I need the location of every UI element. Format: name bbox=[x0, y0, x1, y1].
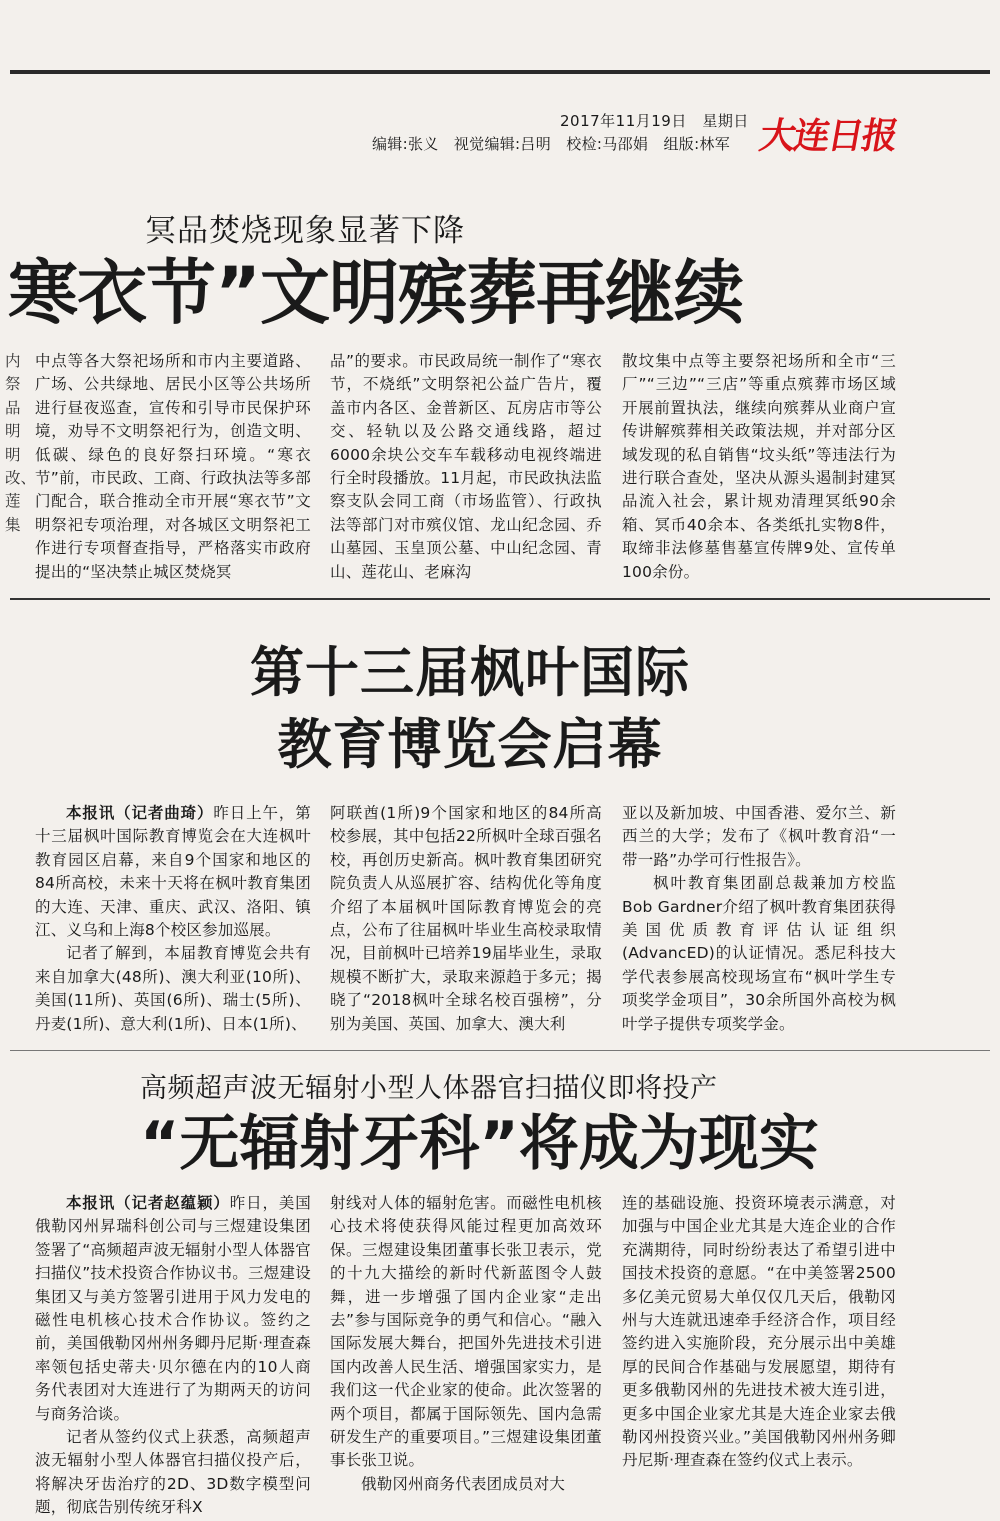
newspaper-logo: 大连日报 bbox=[756, 115, 900, 157]
article2-paragraph-1: 昨日上午，第十三届枫叶国际教育博览会在大连枫叶教育园区启幕，来自9个国家和地区的84所高校，未来十天将在枫叶教育集团的大连、天津、重庆、武汉、洛阳、镇江、义乌和上海8个校区参加巡展。 bbox=[35, 804, 311, 940]
article3-paragraph-4: 俄勒冈州商务代表团成员对大 bbox=[361, 1474, 566, 1493]
issue-date: 2017年11月19日 星期日 bbox=[560, 112, 749, 130]
article2-paragraph-3: 亚以及新加坡、中国香港、爱尔兰、新西兰的大学；发布了《枫叶教育沿“一带一路”办学可行性报告》。 bbox=[622, 804, 896, 869]
article3-column-3: 连的基础设施、投资环境表示满意，对加强与中国企业尤其是大连企业的合作充满期待，同时纷纷表达了希望引进中国技术投资的意愿。“在中美签署2500多亿美元贸易大单仅仅几天后，俄勒冈州与大连就迅速牵手经济合作，项目经签约进入实施阶段，充分展示出中美雄厚的民间合作基础与发展愿望，期待有更多俄勒冈州的先进技术被大连引进，更多中国企业家尤其是大连企业家去俄勒冈州投资兴业。”美国俄勒冈州州务卿丹尼斯·理查森在签约仪式上表示。 bbox=[622, 1194, 896, 1470]
article2-column-3 bbox=[622, 802, 896, 1036]
article1-column-1: 中点等各大祭祀场所和市内主要道路、广场、公共绿地、居民小区等公共场所进行昼夜巡查，宣传和引导市民保护环境，劝导不文明祭祀行为，创造文明、低碳、绿色的良好祭扫环境。“寒衣节”前，市民政、工商、行政执法等多部门配合，联合推动全市开展“寒衣节”文明祭祀专项治理，对各城区文明祭祀工作进行专项督查指导，严格落实市政府提出的“坚决禁止城区焚烧冥 bbox=[35, 352, 311, 581]
section-divider bbox=[10, 598, 990, 600]
article2-title-line2: 教育博览会启幕 bbox=[277, 713, 663, 776]
editor-credits: 编辑:张义 视觉编辑:吕明 校检:马邵娟 组版:林军 bbox=[372, 135, 731, 153]
article2-paragraph-2: 记者了解到，本届教育博览会共有来自加拿大(48所)、澳大利亚(10所)、美国(11所)、英国(6所)、瑞士(5所)、丹麦(1所)、意大利(1所)、日本(1所)、 bbox=[35, 944, 311, 1033]
article3-subtitle: 高频超声波无辐射小型人体器官扫描仪即将投产 bbox=[140, 1073, 718, 1104]
header-rule bbox=[10, 70, 990, 74]
article1-title: 寒衣节”文明殡葬再继续 bbox=[8, 252, 744, 334]
article3-byline: 本报讯（记者赵蕴颖） bbox=[66, 1194, 230, 1212]
article2-paragraph-4: 枫叶教育集团副总裁兼加方校监Bob Gardner介绍了枫叶教育集团获得美国优质教育评估认证组织(AdvancED)的认证情况。悉尼科技大学代表参展高校现场宣布“枫叶学生专项奖学金项目”，30余所国外高校为枫叶学子提供专项奖学金。 bbox=[622, 874, 896, 1033]
article1-column-3: 散坟集中点等主要祭祀场所和全市“三厂”“三边”“三店”等重点殡葬市场区域开展前置执法，继续向殡葬从业商户宣传讲解殡葬相关政策法规，并对部分区域发现的私自销售“坟头纸”等违法行为进行联合查处，坚决从源头遏制封建冥品流入社会，累计规劝清理冥纸90余箱、冥币40余本、各类纸扎实物8件，取缔非法修墓售墓宣传牌9处、宣传单100余份。 bbox=[622, 352, 896, 581]
article3-paragraph-1: 昨日，美国俄勒冈州昇瑞科创公司与三煜建设集团签署了“高频超声波无辐射小型人体器官扫描仪”技术投资合作协议书。三煜建设集团又与美方签署引进用于风力发电的磁性电机核心技术合作协议。签约之前，美国俄勒冈州州务卿丹尼斯·理查森率领包括史蒂夫·贝尔德在内的10人商务代表团对大连进行了为期两天的访问与商务洽谈。 bbox=[35, 1194, 311, 1423]
article1-left-fragment: 内祭品明明改、莲集 bbox=[5, 352, 37, 534]
article2-byline: 本报讯（记者曲琦） bbox=[66, 804, 214, 822]
section-divider bbox=[10, 1050, 990, 1051]
article3-paragraph-3: 射线对人体的辐射危害。而磁性电机核心技术将使获得风能过程更加高效环保。三煜建设集团董事长张卫表示，党的十九大描绘的新时代新蓝图令人鼓舞，进一步增强了国内企业家“走出去”参与国际竞争的勇气和信心。“融入国际发展大舞台，把国外先进技术引进国内改善人民生活、增强国家实力，是我们这一代企业家的使命。此次签署的两个项目，都属于国际领先、国内急需研发生产的重要项目。”三煜建设集团董事长张卫说。 bbox=[330, 1194, 602, 1470]
article2-column-1 bbox=[35, 802, 311, 1036]
article3-title: “无辐射牙科”将成为现实 bbox=[140, 1109, 819, 1179]
article3-paragraph-2: 记者从签约仪式上获悉，高频超声波无辐射小型人体器官扫描仪投产后，将解决牙齿治疗的2D、3D数字模型问题，彻底告别传统牙科X bbox=[35, 1428, 311, 1517]
article1-column-2: 品”的要求。市民政局统一制作了“寒衣节，不烧纸”文明祭祀公益广告片，覆盖市内各区、金普新区、瓦房店市等公交、轻轨以及公路交通线路，超过6000余块公交车车载移动电视终端进行全时段播放。11月起，市民政执法监察支队会同工商（市场监管）、行政执法等部门对市殡仪馆、龙山纪念园、乔山墓园、玉皇顶公墓、中山纪念园、青山、莲花山、老麻沟 bbox=[330, 352, 602, 581]
article1-subtitle: 冥品焚烧现象显著下降 bbox=[145, 213, 465, 249]
article3-column-1 bbox=[35, 1192, 311, 1520]
article2-column-2: 阿联酋(1所)9个国家和地区的84所高校参展，其中包括22所枫叶全球百强名校，再创历史新高。枫叶教育集团研究院负责人从巡展扩容、结构优化等角度介绍了本届枫叶国际教育博览会的亮点，公布了往届枫叶毕业生高校录取情况，目前枫叶已培养19届毕业生，录取规模不断扩大，录取来源趋于多元；揭晓了“2018枫叶全球名校百强榜”，分别为美国、英国、加拿大、澳大利 bbox=[330, 804, 602, 1033]
article2-title-line1: 第十三届枫叶国际 bbox=[250, 641, 690, 704]
article3-column-2 bbox=[330, 1192, 602, 1496]
